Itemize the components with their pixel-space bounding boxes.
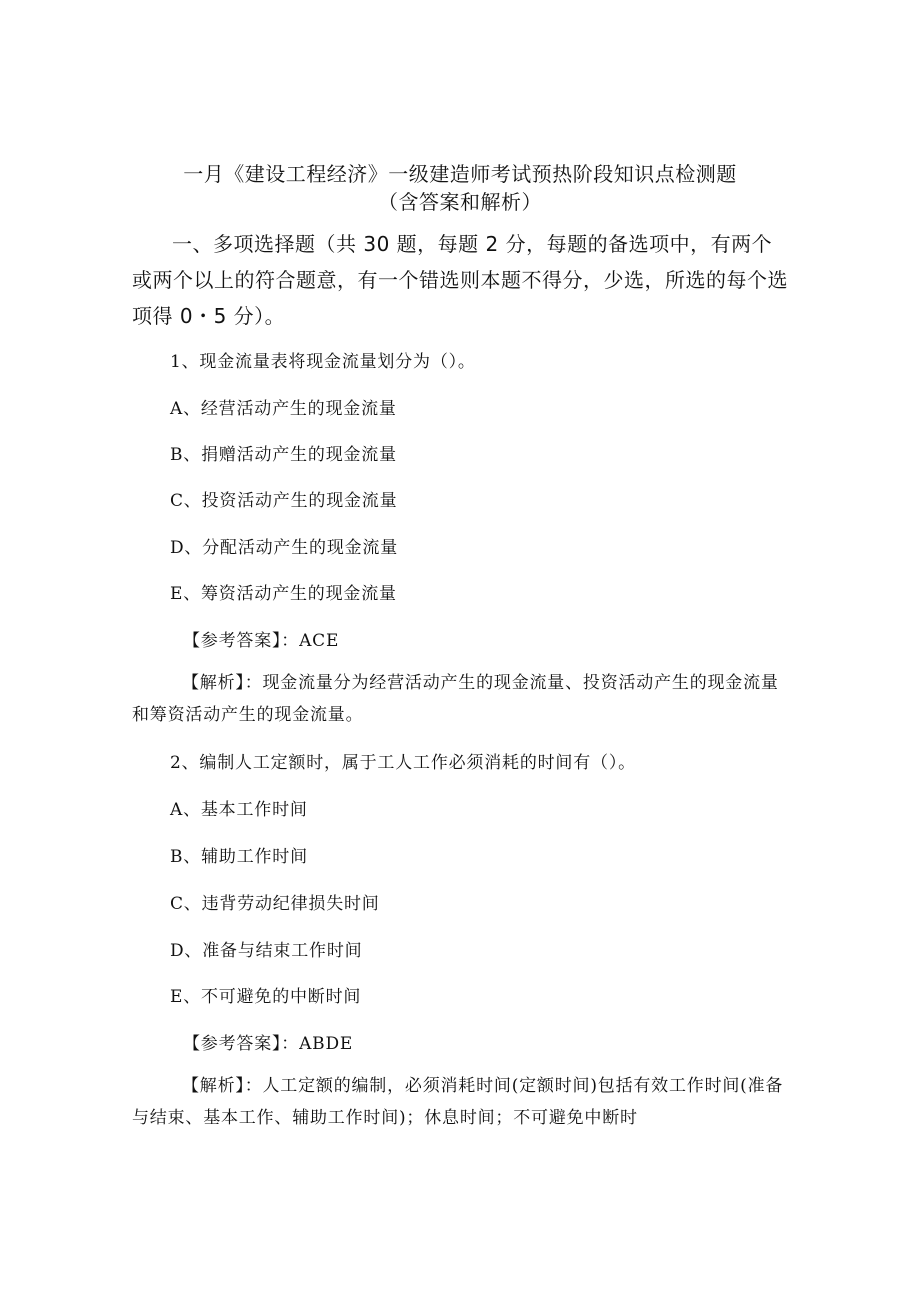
- question-1: 1、现金流量表将现金流量划分为（）。: [170, 352, 476, 372]
- document-subtitle: （含答案和解析）: [378, 190, 542, 214]
- question-1-option-a: A、经营活动产生的现金流量: [170, 399, 397, 419]
- question-1-option-d: D、分配活动产生的现金流量: [170, 538, 399, 558]
- question-2-option-d: D、准备与结束工作时间: [170, 941, 363, 961]
- question-2: 2、编制人工定额时，属于工人工作必须消耗的时间有（）。: [170, 753, 636, 773]
- question-2-option-b: B、辅助工作时间: [170, 847, 308, 867]
- document-title: 一月《建设工程经济》一级建造师考试预热阶段知识点检测题: [183, 162, 737, 186]
- section-intro: 一、多项选择题（共 30 题，每题 2 分，每题的备选项中，有两个或两个以上的符合题意，有一个错选则本题不得分，少选，所选的每个选项得 0・5 分）。: [132, 232, 788, 328]
- question-2-option-c: C、违背劳动纪律损失时间: [170, 894, 380, 914]
- question-2-option-a: A、基本工作时间: [170, 800, 308, 820]
- question-1-option-c: C、投资活动产生的现金流量: [170, 491, 398, 511]
- question-2-option-e: E、不可避免的中断时间: [170, 987, 362, 1007]
- question-1-option-e: E、筹资活动产生的现金流量: [170, 584, 397, 604]
- question-2-answer: 【参考答案】：ABDE: [183, 1034, 354, 1054]
- question-1-option-b: B、捐赠活动产生的现金流量: [170, 445, 397, 465]
- question-1-analysis: 【解析】：现金流量分为经营活动产生的现金流量、投资活动产生的现金流量和筹资活动产生的现金流量。: [132, 673, 779, 725]
- question-1-answer: 【参考答案】：ACE: [183, 631, 340, 651]
- question-2-analysis: 【解析】：人工定额的编制，必须消耗时间(定额时间)包括有效工作时间(准备与结束、基本工作、辅助工作时间)；休息时间；不可避免中断时: [132, 1076, 784, 1128]
